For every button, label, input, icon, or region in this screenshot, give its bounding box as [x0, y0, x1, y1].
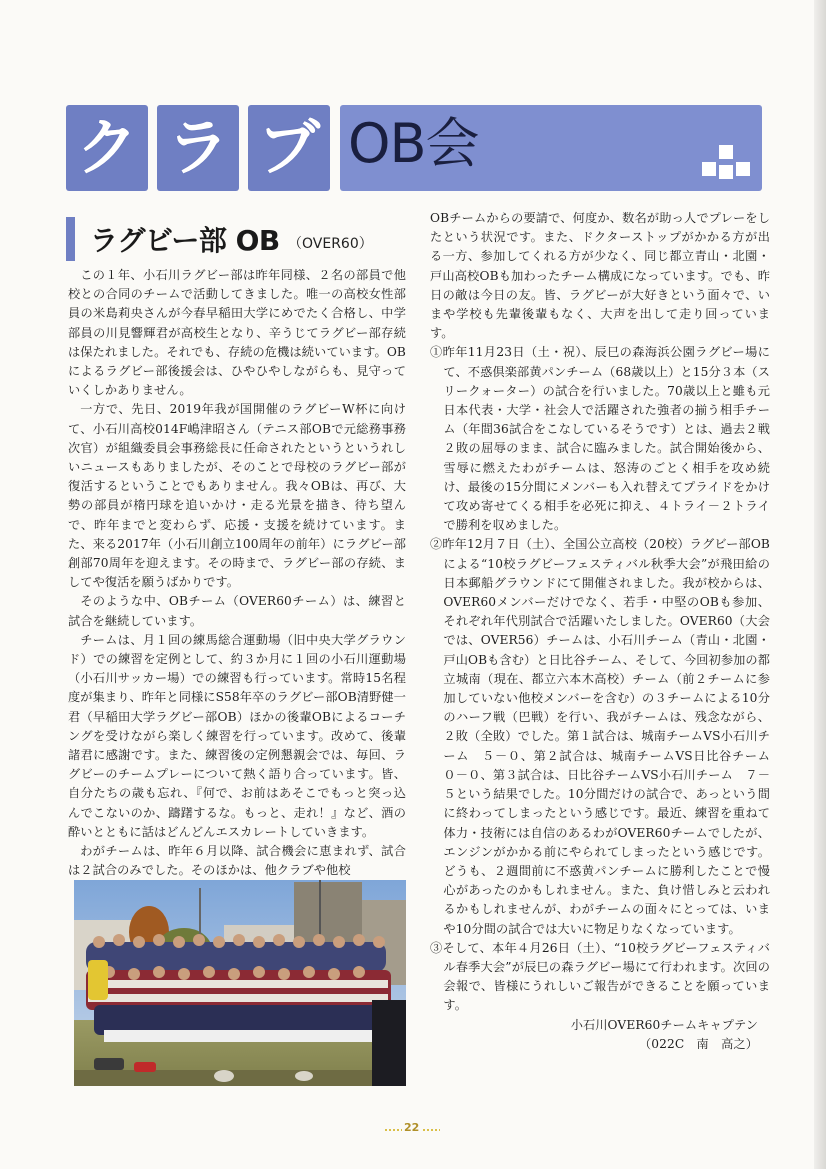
article-heading [66, 213, 406, 263]
signature-line1: 小石川OVER60チームキャプテン [570, 1017, 758, 1032]
paragraph: 一方で、先日、2019年我が国開催のラグビーW杯に向けて、小石川高校014F嶋津昭さん（テニス部OBで元総務事務次官）が組織委員会事務総長に任命されたというというれしいニュースもありましたが、そのことで母校のラグビー部が復活するということでもありません。我々OBは、再び、大勢の部員が楕円球を追いかけ・走る光景を描き、待ち望んで、昨年までと変わらず、応援・支援を続けています。また、来る2017年（小石川創立100周年の前年）にラグビー部創部70周年を迎えます。その時まで、ラグビー部の存続、ましてや復活を願うばかりです。 [68, 402, 406, 590]
banner-ob-text: OB会 [348, 112, 479, 175]
team-photo [74, 880, 406, 1086]
paragraph: そのような中、OBチーム（OVER60チーム）は、練習と試合を継続しています。 [68, 594, 406, 628]
article-subtitle: （OVER60） [288, 236, 373, 252]
heading-accent-bar [66, 217, 75, 261]
article-title: ラグビー部 OB [90, 224, 280, 257]
page-number [384, 1120, 444, 1140]
signature-line2: （022C 南 高之） [639, 1036, 758, 1051]
list-item: ③そして、本年４月26日（土）、“10校ラグビーフェスティバル春季大会”が辰巳の森ラグビー場にて行われます。次回の会報で、皆様にうれしいご報告ができることを願っています。 [430, 940, 770, 1013]
page-number-dots-left [384, 1129, 402, 1131]
left-column [68, 266, 406, 881]
right-column [430, 209, 783, 1054]
banner-char-ra: ラ [157, 105, 239, 191]
banner-ob-box [340, 105, 762, 191]
paragraph: わがチームは、昨年６月以降、試合機会に恵まれず、試合は２試合のみでした。そのほかは、他クラブや他校 [68, 844, 406, 878]
banner-char-ku: ク [66, 105, 148, 191]
list-item: ①昨年11月23日（土・祝）、辰巳の森海浜公園ラグビー場にて、不惑倶楽部黄パンチーム（68歳以上）と15分３本（スリークォーター）の試合を行いました。70歳以上と雖も元日本代表・大学・社会人で活躍された強者の揃う相手チーム（年間36試合をこなしているそうです）とは、過去２戦２敗の屈辱のまま、試合に臨みました。試合開始後から、雪辱に燃えたわがチームは、怒涛のごとく相手を攻め続け、最後の15分間にメンバーも入れ替えてプライドをかけて攻め寄せてくる相手を必死に抑え、４トライ－２トライで勝利を収めました。 [430, 345, 770, 533]
page-edge-shadow [814, 0, 826, 1169]
banner-char-bu: ブ [248, 105, 330, 191]
list-item: ②昨年12月７日（土）、全国公立高校（20校）ラグビー部OBによる“10校ラグビーフェスティバル秋季大会”が飛田給の日本郵船グラウンドにて開催されました。我が校からは、OVER60メンバーだけでなく、若手・中堅のOBも参加、それぞれ年代別試合で活躍いたしました。OVER60（大会では、OVER56）チームは、小石川チーム（青山・北園・戸山OBも含む）と日比谷チーム、そして、今回初参加の都立城南（現在、都立六本木高校）チーム（前２チームに参加していない他校メンバーを含む）の３チームによる10分のハーフ戦（巴戦）を行い、我がチームは、残念ながら、２敗（全敗）でした。第１試合は、城南チームVS小石川チーム ５－０、第２試合は、城南チームVS日比谷チーム ０－０、第３試合は、日比谷チームVS小石川チーム ７－５という結果でした。10分間だけの試合で、あっという間に終わってしまったという感じです。最近、練習を重ねて体力・技術には自信のあるわがOVER60チームでしたが、エンジンがかかる前にやられてしまったという感じです。どうも、２週間前に不惑黄パンチームに勝利したことで慢心があったのかもしれません。また、負け惜しみと云われるかもしれませんが、わがチームの面々にとっては、いまや10分間の試合では大いに物足りなくなっています。 [430, 537, 783, 936]
paragraph: この１年、小石川ラグビー部は昨年同様、２名の部員で他校との合同のチームで活動してきました。唯一の高校女性部員の米島莉央さんが今春早稲田大学にめでたく合格し、中学部員の川見響輝君が高校生となり、辛うじてラグビー部存続は保たれました。それでも、存続の危機は続いています。OBによるラグビー部後援会は、ひやひやしながらも、見守っていくしかありません。 [68, 268, 406, 398]
paragraph: チームは、月１回の練馬総合運動場（旧中央大学グラウンド）での練習を定例として、約３か月に１回の小石川運動場（小石川サッカー場）での練習も行っています。常時15名程度が集まり、昨年と同様にS58年卒のラグビー部OB清野健一君（早稲田大学ラグビー部OB）ほかの後輩OBによるコーチングを受けながら楽しく練習を行っています。改めて、後輩諸君に感謝です。また、練習後の定例懇親会では、毎回、ラグビーのチームプレーについて熱く語り合っています。皆、自分たちの歳も忘れ、『何で、お前はあそこでもっと突っ込んでこないのか、躊躇するな。もっと、走れ！』など、酒の酔いとともに話はどんどんエスカレートしていきます。 [68, 632, 406, 839]
page-number-text: 22 [404, 1121, 420, 1134]
decorative-squares-icon [702, 145, 750, 179]
page-number-dots-right [422, 1129, 440, 1131]
paragraph: OBチームからの要請で、何度か、数名が助っ人でプレーをしたという状況です。また、ドクターストップがかかる方が出る一方、参加してくれる方が少なく、同じ都立青山・北園・戸山高校OBも加わったチーム構成になっています。でも、昨日の敵は今日の友。皆、ラグビーが大好きという面々で、いまや学校も先輩後輩もなく、大声を出して走り回っています。 [430, 211, 770, 341]
club-ob-banner [66, 105, 762, 191]
